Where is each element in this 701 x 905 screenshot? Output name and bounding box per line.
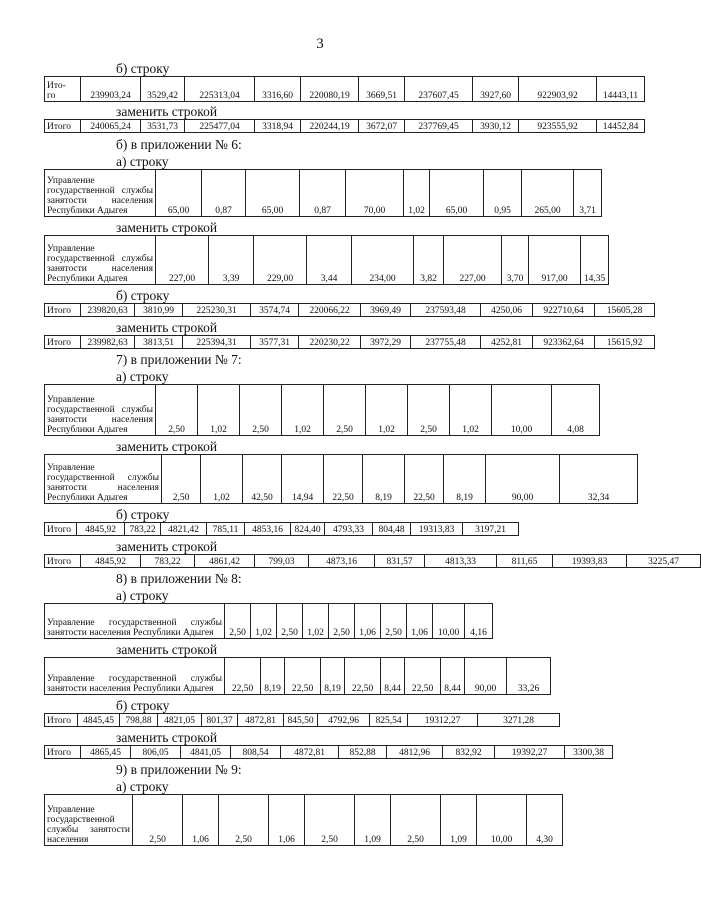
table-original-itogo-2 <box>44 303 655 317</box>
table-cell: 804,48 <box>373 523 411 536</box>
table-original-itogo-1 <box>44 76 645 102</box>
table-cell: 2,50 <box>133 795 183 846</box>
row-label: Итого <box>45 120 81 133</box>
row-label: Управление государственной службы занятости населения Республики Адыгея <box>45 236 156 285</box>
table-cell: 3577,31 <box>251 336 299 349</box>
table-cell: 3271,28 <box>478 714 560 727</box>
table-row <box>45 795 563 846</box>
table-cell: 32,34 <box>560 455 638 504</box>
table-cell: 831,57 <box>375 555 425 568</box>
table-replacement-itogo-4 <box>44 745 613 759</box>
table-cell: 4865,45 <box>81 746 131 759</box>
table-row <box>45 120 645 133</box>
table-cell: 4853,16 <box>245 523 291 536</box>
table-cell: 239903,24 <box>81 77 141 102</box>
table-cell: 3225,47 <box>627 555 701 568</box>
table-original-itogo-3 <box>44 522 519 536</box>
table-cell: 798,88 <box>120 714 158 727</box>
table-cell: 0,95 <box>484 170 522 217</box>
table-cell: 15605,28 <box>595 304 655 317</box>
table-cell: 8,44 <box>381 658 405 695</box>
table-cell: 10,00 <box>433 604 465 639</box>
row-label: Управление государственной службы занятости населения Республики Адыгея <box>45 658 225 695</box>
table-cell: 2,50 <box>162 455 201 504</box>
table-cell: 229,00 <box>254 236 307 285</box>
table-cell: 4821,05 <box>158 714 202 727</box>
table-cell: 225230,31 <box>183 304 251 317</box>
table-cell: 0,87 <box>300 170 346 217</box>
table-cell: 220080,19 <box>301 77 359 102</box>
heading-zamenit-7: заменить строкой <box>116 730 218 745</box>
heading-b-stroku-2: б) строку <box>116 288 170 303</box>
table-cell: 801,37 <box>202 714 238 727</box>
heading-zamenit-4: заменить строкой <box>116 439 218 454</box>
table-cell: 2,50 <box>305 795 355 846</box>
table-cell: 1,06 <box>355 604 381 639</box>
table-cell: 917,00 <box>529 236 581 285</box>
table-cell: 234,00 <box>352 236 414 285</box>
table-cell: 225394,31 <box>183 336 251 349</box>
table-row <box>45 236 609 285</box>
table-cell: 922903,92 <box>519 77 597 102</box>
table-cell: 220066,22 <box>299 304 361 317</box>
table-cell: 8,44 <box>441 658 465 695</box>
table-cell: 3,71 <box>574 170 602 217</box>
page-number: 3 <box>316 36 324 52</box>
table-cell: 225313,04 <box>185 77 255 102</box>
heading-zamenit-2: заменить строкой <box>116 220 218 235</box>
table-cell: 923555,92 <box>519 120 597 133</box>
table-original-upr-2 <box>44 384 600 436</box>
table-cell: 1,09 <box>355 795 391 846</box>
table-cell: 1,06 <box>183 795 219 846</box>
table-cell: 1,02 <box>366 385 408 436</box>
table-cell: 240065,24 <box>81 120 141 133</box>
table-cell: 237593,48 <box>411 304 481 317</box>
table-cell: 42,50 <box>243 455 282 504</box>
table-cell: 799,03 <box>255 555 309 568</box>
table-cell: 22,50 <box>324 455 363 504</box>
table-cell: 3813,51 <box>135 336 183 349</box>
table-cell: 2,50 <box>391 795 441 846</box>
row-label: Итого <box>45 714 78 727</box>
table-row <box>45 555 701 568</box>
table-replacement-itogo-3 <box>44 554 701 568</box>
table-cell: 3,82 <box>414 236 444 285</box>
table-cell: 33,26 <box>507 658 551 695</box>
heading-zamenit-3: заменить строкой <box>116 320 218 335</box>
table-cell: 15615,92 <box>595 336 655 349</box>
row-label: Управление государственной службы занятости населения Республики Адыгея <box>45 455 162 504</box>
table-cell: 922710,64 <box>533 304 595 317</box>
table-cell: 1,09 <box>441 795 477 846</box>
table-cell: 852,88 <box>339 746 387 759</box>
table-original-upr-3 <box>44 603 493 639</box>
table-cell: 811,65 <box>497 555 553 568</box>
table-cell: 19313,83 <box>411 523 463 536</box>
table-row <box>45 77 645 102</box>
table-cell: 22,50 <box>285 658 321 695</box>
table-cell: 90,00 <box>486 455 560 504</box>
table-cell: 4,30 <box>527 795 563 846</box>
heading-appendix-6: б) в приложении № 6: <box>116 137 242 152</box>
table-cell: 1,02 <box>404 170 430 217</box>
table-cell: 2,50 <box>324 385 366 436</box>
table-cell: 2,50 <box>156 385 198 436</box>
table-cell: 824,40 <box>291 523 325 536</box>
heading-a-stroku-1: а) строку <box>116 154 169 169</box>
table-cell: 4845,92 <box>77 523 125 536</box>
table-cell: 3,39 <box>209 236 254 285</box>
table-cell: 4821,42 <box>161 523 207 536</box>
table-cell: 19312,27 <box>408 714 478 727</box>
table-cell: 4250,06 <box>481 304 533 317</box>
table-cell: 4872,81 <box>238 714 284 727</box>
heading-appendix-7: 7) в приложении № 7: <box>116 352 242 367</box>
row-label: Итого <box>45 336 81 349</box>
table-cell: 3316,60 <box>255 77 301 102</box>
table-cell: 3672,07 <box>359 120 405 133</box>
table-cell: 22,50 <box>345 658 381 695</box>
table-cell: 2,50 <box>225 604 251 639</box>
table-cell: 4841,05 <box>181 746 231 759</box>
table-row <box>45 385 600 436</box>
table-cell: 783,22 <box>125 523 161 536</box>
table-cell: 785,11 <box>207 523 245 536</box>
table-cell: 1,06 <box>407 604 433 639</box>
table-cell: 265,00 <box>522 170 574 217</box>
table-cell: 8,19 <box>321 658 345 695</box>
table-cell: 227,00 <box>444 236 502 285</box>
table-cell: 14,94 <box>282 455 324 504</box>
table-cell: 227,00 <box>156 236 209 285</box>
table-cell: 1,02 <box>201 455 243 504</box>
row-label: Итого <box>45 746 81 759</box>
table-cell: 19393,83 <box>553 555 627 568</box>
row-label: Управление государственной службы занятости населения Республики Адыгея <box>45 385 156 436</box>
table-cell: 1,02 <box>198 385 240 436</box>
table-cell: 1,02 <box>251 604 277 639</box>
table-cell: 4813,33 <box>425 555 497 568</box>
table-row <box>45 604 493 639</box>
table-cell: 3318,94 <box>255 120 301 133</box>
table-cell: 4845,92 <box>81 555 141 568</box>
heading-a-stroku-2: а) строку <box>116 369 169 384</box>
heading-b-stroku-4: б) строку <box>116 698 170 713</box>
table-cell: 783,22 <box>141 555 195 568</box>
table-cell: 4,16 <box>465 604 493 639</box>
heading-a-stroku-4: а) строку <box>116 779 169 794</box>
table-cell: 3574,74 <box>251 304 299 317</box>
table-cell: 3669,51 <box>359 77 405 102</box>
table-cell: 3927,60 <box>473 77 519 102</box>
table-cell: 8,19 <box>363 455 405 504</box>
table-cell: 3300,38 <box>565 746 613 759</box>
table-original-itogo-4 <box>44 713 560 727</box>
table-original-upr-4 <box>44 794 563 846</box>
table-cell: 14,35 <box>581 236 609 285</box>
table-cell: 4792,96 <box>318 714 370 727</box>
row-label: Управление государственной службы занятости населения Республики Адыгея <box>45 170 156 217</box>
table-replacement-upr-2 <box>44 454 638 504</box>
table-cell: 806,05 <box>131 746 181 759</box>
table-cell: 4873,16 <box>309 555 375 568</box>
table-replacement-itogo-2 <box>44 335 655 349</box>
table-cell: 237755,48 <box>411 336 481 349</box>
table-row <box>45 714 560 727</box>
table-cell: 3969,49 <box>361 304 411 317</box>
table-cell: 239982,63 <box>81 336 135 349</box>
table-cell: 65,00 <box>156 170 202 217</box>
table-row <box>45 455 638 504</box>
table-cell: 22,50 <box>405 658 441 695</box>
table-cell: 239820,63 <box>81 304 135 317</box>
table-original-upr-1 <box>44 169 602 217</box>
table-cell: 808,54 <box>231 746 281 759</box>
table-cell: 4845,45 <box>78 714 120 727</box>
table-cell: 3531,73 <box>141 120 185 133</box>
table-cell: 4861,42 <box>195 555 255 568</box>
table-cell: 65,00 <box>246 170 300 217</box>
table-cell: 3529,42 <box>141 77 185 102</box>
table-row <box>45 746 613 759</box>
table-cell: 237607,45 <box>405 77 473 102</box>
table-cell: 1,02 <box>450 385 492 436</box>
table-cell: 923362,64 <box>533 336 595 349</box>
table-cell: 10,00 <box>492 385 552 436</box>
heading-zamenit-6: заменить строкой <box>116 642 218 657</box>
table-cell: 8,19 <box>444 455 486 504</box>
table-cell: 3810,99 <box>135 304 183 317</box>
table-row <box>45 170 602 217</box>
table-row <box>45 523 519 536</box>
table-cell: 2,50 <box>329 604 355 639</box>
heading-zamenit-1: заменить строкой <box>116 104 218 119</box>
row-label: Итого <box>45 304 81 317</box>
table-cell: 22,50 <box>405 455 444 504</box>
table-replacement-upr-1 <box>44 235 609 285</box>
table-cell: 2,50 <box>240 385 282 436</box>
table-cell: 4,08 <box>552 385 600 436</box>
heading-a-stroku-3: а) строку <box>116 588 169 603</box>
table-cell: 832,92 <box>443 746 495 759</box>
table-cell: 3930,12 <box>473 120 519 133</box>
table-cell: 2,50 <box>381 604 407 639</box>
table-cell: 1,06 <box>269 795 305 846</box>
table-cell: 65,00 <box>430 170 484 217</box>
table-cell: 4872,81 <box>281 746 339 759</box>
heading-appendix-9: 9) в приложении № 9: <box>116 762 242 777</box>
table-replacement-itogo-1 <box>44 119 645 133</box>
row-label: Управление государственной службы занятости населения Республики Адыгея <box>45 604 225 639</box>
table-cell: 2,50 <box>408 385 450 436</box>
heading-appendix-8: 8) в приложении № 8: <box>116 571 242 586</box>
table-cell: 237769,45 <box>405 120 473 133</box>
row-label: Итого <box>45 523 77 536</box>
table-cell: 14443,11 <box>597 77 645 102</box>
table-cell: 220244,19 <box>301 120 359 133</box>
table-cell: 225477,04 <box>185 120 255 133</box>
table-cell: 19392,27 <box>495 746 565 759</box>
table-cell: 8,19 <box>261 658 285 695</box>
table-cell: 22,50 <box>225 658 261 695</box>
table-cell: 3,70 <box>502 236 529 285</box>
table-cell: 825,54 <box>370 714 408 727</box>
table-cell: 220230,22 <box>299 336 361 349</box>
table-row <box>45 304 655 317</box>
table-cell: 90,00 <box>465 658 507 695</box>
table-row <box>45 336 655 349</box>
table-cell: 4252,81 <box>481 336 533 349</box>
heading-b-stroku-3: б) строку <box>116 507 170 522</box>
table-cell: 1,02 <box>282 385 324 436</box>
table-cell: 70,00 <box>346 170 404 217</box>
table-cell: 2,50 <box>277 604 303 639</box>
heading-zamenit-5: заменить строкой <box>116 539 218 554</box>
heading-b-stroku-1: б) строку <box>116 61 170 76</box>
table-cell: 3197,21 <box>463 523 519 536</box>
table-cell: 2,50 <box>219 795 269 846</box>
table-cell: 0,87 <box>202 170 246 217</box>
row-label: Управление государственной службы занятости населения <box>45 795 133 846</box>
table-cell: 14452,84 <box>597 120 645 133</box>
table-cell: 4812,96 <box>387 746 443 759</box>
table-row <box>45 658 551 695</box>
table-replacement-upr-3 <box>44 657 551 695</box>
table-cell: 10,00 <box>477 795 527 846</box>
row-label: Итого <box>45 555 81 568</box>
row-label: Ито- го <box>45 77 81 102</box>
table-cell: 4793,33 <box>325 523 373 536</box>
table-cell: 3,44 <box>307 236 352 285</box>
table-cell: 3972,29 <box>361 336 411 349</box>
table-cell: 845,50 <box>284 714 318 727</box>
table-cell: 1,02 <box>303 604 329 639</box>
